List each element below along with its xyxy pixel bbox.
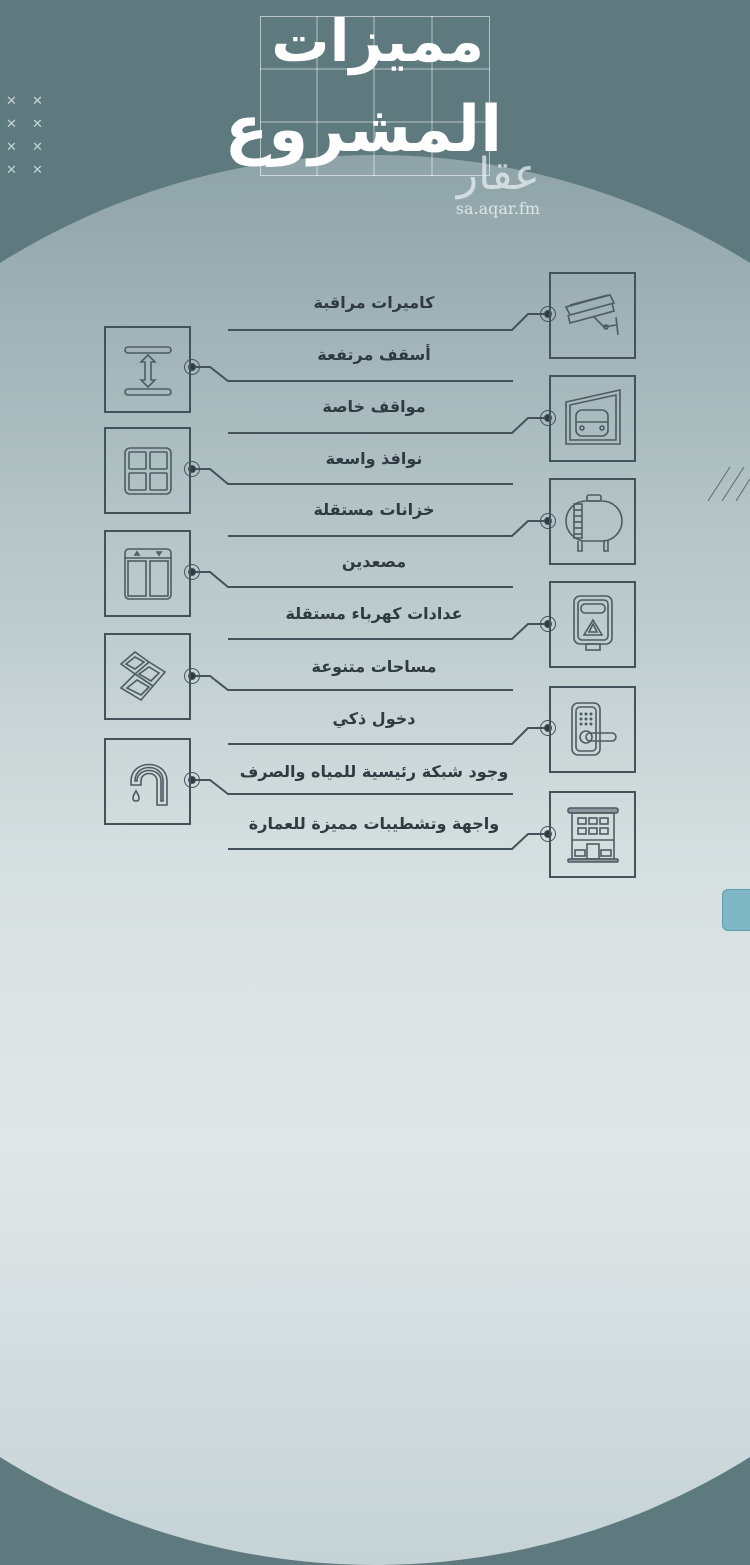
feature-label: كاميرات مراقبة xyxy=(313,293,435,312)
feature-icon-box xyxy=(104,633,191,720)
feature-label: خزانات مستقلة xyxy=(313,500,435,519)
water-tank-icon xyxy=(558,487,628,557)
feature-label: نوافذ واسعة xyxy=(325,449,423,468)
brand-logo: عقار xyxy=(456,149,540,200)
feature-label: دخول ذكي xyxy=(332,709,416,728)
elevator-icon xyxy=(113,539,183,609)
water-faucet-icon xyxy=(113,747,183,817)
smart-lock-icon xyxy=(558,695,628,765)
feature-label: أسقف مرتفعة xyxy=(317,345,431,364)
garage-car-icon xyxy=(558,384,628,454)
feature-icon-box xyxy=(549,791,636,878)
electric-meter-icon xyxy=(558,590,628,660)
feature-icon-box xyxy=(549,478,636,565)
feature-label: مساحات متنوعة xyxy=(311,657,437,676)
feature-icon-box xyxy=(104,427,191,514)
feature-label: مصعدين xyxy=(341,552,407,571)
feature-icon-box xyxy=(104,738,191,825)
brand-url: sa.aqar.fm xyxy=(455,199,540,218)
feature-label: واجهة وتشطيبات مميزة للعمارة xyxy=(248,814,500,833)
feature-label: مواقف خاصة xyxy=(322,397,426,416)
feature-icon-box xyxy=(549,272,636,359)
feature-label: عدادات كهرباء مستقلة xyxy=(285,604,463,623)
floor-plan-icon xyxy=(113,642,183,712)
feature-icon-box xyxy=(104,530,191,617)
page-title-line1: مميزات xyxy=(271,7,484,75)
feature-icon-box xyxy=(104,326,191,413)
feature-icon-box xyxy=(549,686,636,773)
feature-icon-box xyxy=(549,375,636,462)
security-camera-icon xyxy=(558,281,628,351)
feature-label: وجود شبكة رئيسية للمياه والصرف xyxy=(239,762,509,781)
page-title-line2: المشروع xyxy=(224,93,502,167)
decorative-slashes xyxy=(705,465,750,505)
ceiling-height-icon xyxy=(113,335,183,405)
corner-button[interactable] xyxy=(722,889,750,931)
window-icon xyxy=(113,436,183,506)
feature-icon-box xyxy=(549,581,636,668)
building-icon xyxy=(558,800,628,870)
